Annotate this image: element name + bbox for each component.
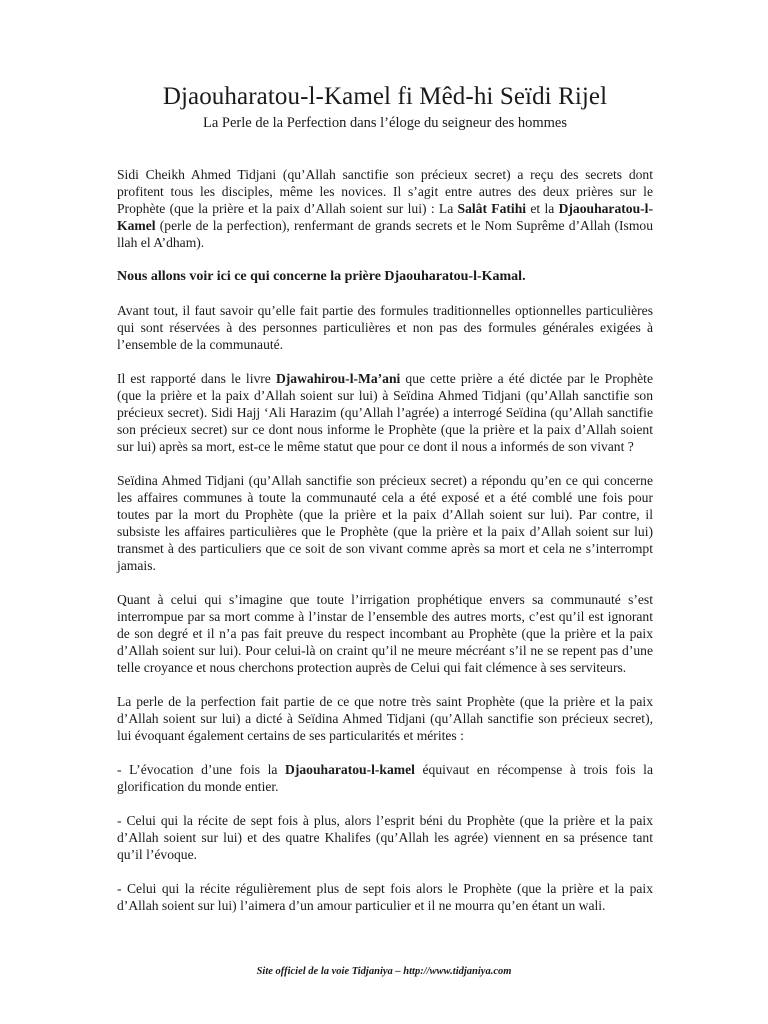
p8-bold-djaouharatou: Djaouharatou-l-kamel	[285, 762, 415, 777]
p4-text-c: que cette prière a été dictée par le Prophète (que la prière et la paix d’Allah soient sur lui) à Seïdina Ahmed Tidjani (qu’Allah sanctifie son précieux secret). Sidi Hajj ‘Ali Harazim (qu’Allah l’agrée) a interrogé Seïdina (qu’Allah sanctifie son précieux secret) sur ce dont nous informe le Prophète (que la prière et la paix d’Allah soient sur lui) après sa mort, est-ce le même statut que pour ce dont il nous a informés de son vivant ?	[117, 371, 653, 454]
p1-text-c: et la	[526, 201, 559, 216]
p1-bold-salat-fatihi: Salât Fatihi	[457, 201, 527, 216]
page-subtitle: La Perle de la Perfection dans l’éloge du seigneur des hommes	[203, 115, 567, 131]
document-page	[117, 82, 653, 931]
list-item-3: - Celui qui la récite régulièrement plus de sept fois alors le Prophète (que la prière et la paix d’Allah soient sur lui) l’aimera d’un amour particulier et il ne mourra qu’en étant un wali.	[117, 881, 653, 913]
p1-text-a: Sidi Cheikh Ahmed Tidjani (qu’Allah sanctifie son précieux secret) a reçu des secrets dont profitent tous les disciples, même les novices. Il s’agit entre autres des deux prières sur le Prophète (que la prière et la paix d’Allah soient sur lui) : La	[117, 167, 653, 216]
paragraph-6: Quant à celui qui s’imagine que toute l’irrigation prophétique envers sa communauté s’est interrompue par sa mort comme à l’instar de l’ensemble des autres morts, c’est qu’il est ignorant de son degré et il n’a pas fait preuve du respect incombant au Prophète (que la prière et la paix d’Allah soient sur lui). Pour celui-là on craint qu’il ne meure mécréant s’il ne se repent pas d’une telle croyance et nous cherchons protection auprès de Celui qui fait clémence à ses serviteurs.	[117, 592, 653, 675]
p8-text-a: - L’évocation d’une fois la	[117, 762, 286, 777]
paragraph-7: La perle de la perfection fait partie de ce que notre très saint Prophète (que la prière et la paix d’Allah soient sur lui) a dicté à Seïdina Ahmed Tidjani (qu’Allah sanctifie son précieux secret), lui évoquant également certains de ses particularités et mérites :	[117, 694, 653, 743]
page-footer: Site officiel de la voie Tidjaniya – http://www.tidjaniya.com	[256, 966, 512, 977]
paragraph-4	[117, 370, 653, 455]
paragraph-5: Seïdina Ahmed Tidjani (qu’Allah sanctifie son précieux secret) a répondu qu’en ce qui concerne les affaires communes à toute la communauté cela a été exposé et a été comblé une fois pour toutes par la mort du Prophète (que la prière et la paix d’Allah soient sur lui). Par contre, il subsiste les affaires particulières que le Prophète (que la prière et la paix d’Allah soient sur lui) transmet à des particuliers que ce soit de son vivant comme après sa mort et cela ne s’interrompt jamais.	[117, 473, 653, 573]
p4-text-a: Il est rapporté dans le livre	[117, 371, 276, 386]
paragraph-2-heading: Nous allons voir ici ce qui concerne la prière Djaouharatou-l-Kamal.	[117, 269, 526, 284]
p1-text-d: (perle de la perfection), renfermant de grands secrets et le Nom Suprême d’Allah (Ismou llah el A’dham).	[117, 218, 653, 250]
p8-text-c: équivaut en récompense à trois fois la glorification du monde entier.	[117, 762, 653, 794]
list-item-2: - Celui qui la récite de sept fois à plus, alors l’esprit béni du Prophète (que la prière et la paix d’Allah soient sur lui) et des quatre Khalifes (qu’Allah les agrée) viennent en sa présence tant qu’il l’évoque.	[117, 813, 653, 862]
p4-bold-djawahirou: Djawahirou-l-Ma’ani	[275, 371, 401, 386]
paragraph-3: Avant tout, il faut savoir qu’elle fait partie des formules traditionnelles optionnelles particulières qui sont réservées à des personnes particulières et non pas des formules générales exigées à l’ensemble de la communauté.	[117, 303, 653, 352]
p1-bold-djaouharatou: Djaouharatou-l-Kamel	[117, 201, 653, 233]
paragraph-1	[117, 166, 653, 251]
page-title: Djaouharatou-l-Kamel fi Mêd-hi Seïdi Rijel	[162, 83, 608, 110]
list-item-1	[117, 761, 653, 795]
document-body	[117, 166, 653, 914]
